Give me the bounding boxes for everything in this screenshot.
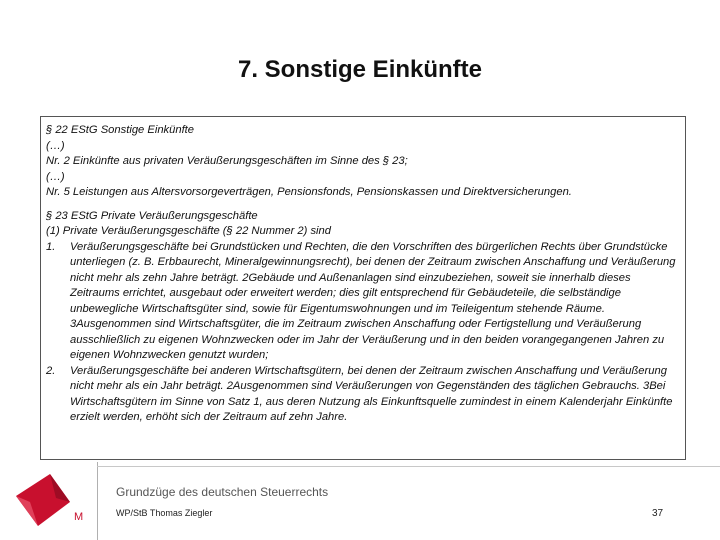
footer-divider-vertical (97, 462, 98, 540)
logo-letter: M (74, 511, 84, 523)
block2-heading: § 23 EStG Private Veräußerungsgeschäfte (46, 209, 258, 222)
spacer (46, 201, 685, 209)
footer-title: Grundzüge des deutschen Steuerrechts (116, 485, 329, 499)
list-item (46, 240, 685, 364)
university-logo (8, 468, 88, 528)
list-text: Veräußerungsgeschäfte bei Grundstücken und Rechten, die den Vorschriften des bürgerlichen Rechts über Grundstücke unterliegen (z. B. Erbbaurecht, Mineralgewinnungsrecht), bei denen der Zeitraum zwischen Anschaffung und Veräußerung nicht mehr als zehn Jahre beträgt. 2Gebäude und Außenanlagen sind einzubeziehen, soweit sie innerhalb dieses Zeitraums errichtet, ausgebaut oder erweitert werden; dies gilt entsprechend für Gebäudeteile, die selbständige unbewegliche Wirtschaftsgüter sind, sowie für Eigentumswohnungen und im Teileigentum stehende Räume. 3Ausgenommen sind Wirtschaftsgüter, die im Zeitraum zwischen Anschaffung oder Fertigstellung und Veräußerung ausschließlich zu eigenen Wohnzwecken oder im Jahr der Veräußerung und in den beiden vorangegangenen Jahren zu eigenen Wohnzwecken genutzt wurden; (70, 240, 676, 361)
block1-line: Nr. 5 Leistungen aus Altersvorsorgeverträgen, Pensionsfonds, Pensionskassen und Direktversicherungen. (46, 186, 572, 198)
paragraph-list (46, 240, 685, 426)
block1-line: (…) (46, 139, 65, 152)
slide-title: 7. Sonstige Einkünfte (237, 56, 483, 83)
block1-line: Nr. 2 Einkünfte aus privaten Veräußerungsgeschäften im Sinne des § 23; (46, 155, 408, 167)
page-number: 37 (652, 508, 664, 519)
block1-line: § 22 EStG Sonstige Einkünfte (46, 124, 195, 136)
footer-divider-horizontal (97, 466, 720, 467)
content-box (40, 116, 686, 460)
block1-line: (…) (46, 170, 65, 183)
list-item (46, 364, 685, 426)
list-number: 1. (46, 240, 56, 253)
list-text: Veräußerungsgeschäfte bei anderen Wirtschaftsgütern, bei denen der Zeitraum zwischen Anschaffung und Veräußerung nicht mehr als ein Jahr beträgt. 2Ausgenommen sind Veräußerungen von Gegenständen des täglichen Gebrauchs. 3Bei Wirtschaftsgütern im Sinne von Satz 1, aus deren Nutzung als Einkunftsquelle zumindest in einem Kalenderjahr Einkünfte erzielt werden, erhöht sich der Zeitraum auf zehn Jahre. (70, 364, 673, 423)
list-number: 2. (46, 364, 56, 377)
footer-author: WP/StB Thomas Ziegler (116, 508, 213, 518)
block2-intro: (1) Private Veräußerungsgeschäfte (§ 22 Nummer 2) sind (46, 225, 331, 237)
